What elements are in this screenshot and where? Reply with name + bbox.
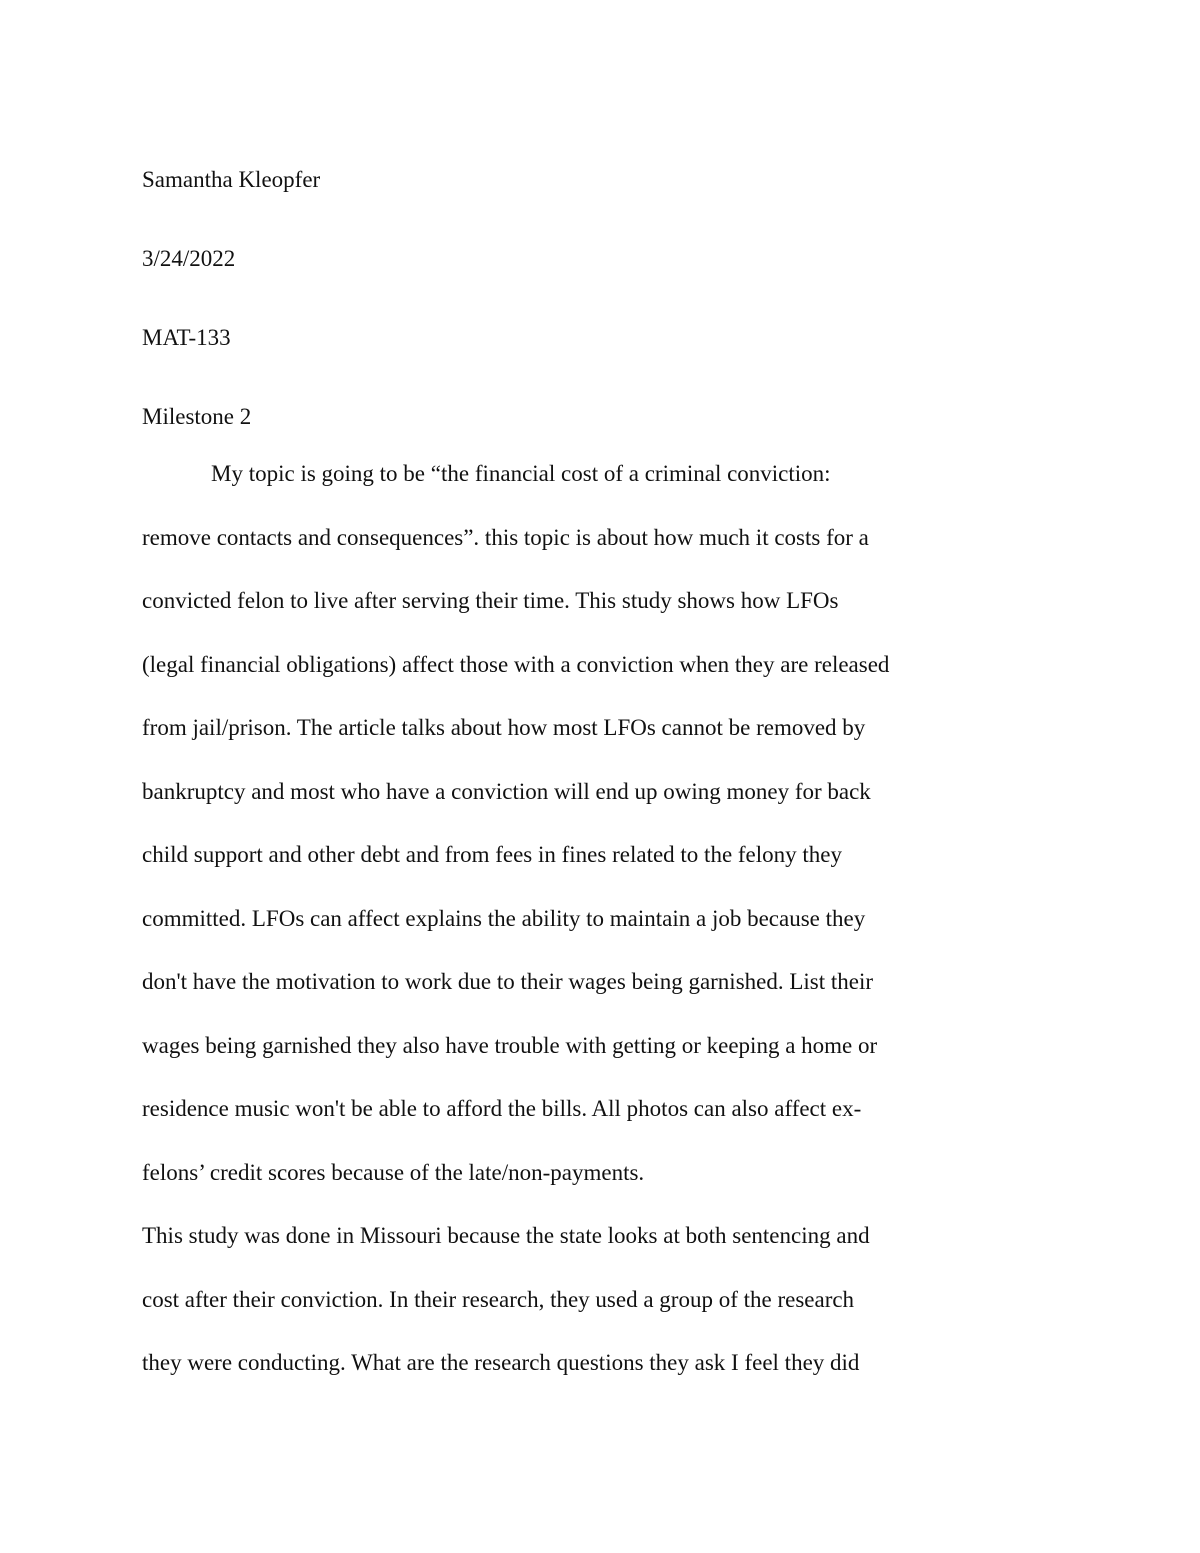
paragraph-line: cost after their conviction. In their research, they used a group of the research xyxy=(142,1286,855,1312)
paragraph-line: felons’ credit scores because of the late/non-payments. xyxy=(142,1159,645,1185)
paragraph-line: remove contacts and consequences”. this topic is about how much it costs for a xyxy=(142,524,869,550)
paragraph-line: committed. LFOs can affect explains the ability to maintain a job because they xyxy=(142,905,866,931)
paragraph-line: convicted felon to live after serving their time. This study shows how LFOs xyxy=(142,588,839,613)
paragraph-line: they were conducting. What are the research questions they ask I feel they did xyxy=(142,1350,860,1375)
paragraph-line: residence music won't be able to afford the bills. All photos can also affect ex- xyxy=(142,1096,862,1121)
paragraph-line: (legal financial obligations) affect those with a conviction when they are released xyxy=(142,651,890,677)
paragraph-line: child support and other debt and from fees in fines related to the felony they xyxy=(142,842,843,867)
paragraph-line: bankruptcy and most who have a conviction will end up owing money for back xyxy=(142,778,871,804)
paragraph-line: from jail/prison. The article talks about how most LFOs cannot be removed by xyxy=(142,715,866,740)
author-name: Samantha Kleopfer xyxy=(142,167,321,192)
assignment-title: Milestone 2 xyxy=(142,404,252,429)
document-date: 3/24/2022 xyxy=(142,246,236,271)
paragraph-line: This study was done in Missouri because the state looks at both sentencing and xyxy=(142,1223,870,1248)
course-code: MAT-133 xyxy=(142,325,231,350)
document-header xyxy=(142,140,1062,456)
paragraph-line: don't have the motivation to work due to their wages being garnished. List their xyxy=(142,969,874,994)
document-body xyxy=(142,442,1062,1395)
paragraph-line: wages being garnished they also have trouble with getting or keeping a home or xyxy=(142,1032,878,1058)
paragraph-line: My topic is going to be “the financial cost of a criminal conviction: xyxy=(211,461,831,486)
